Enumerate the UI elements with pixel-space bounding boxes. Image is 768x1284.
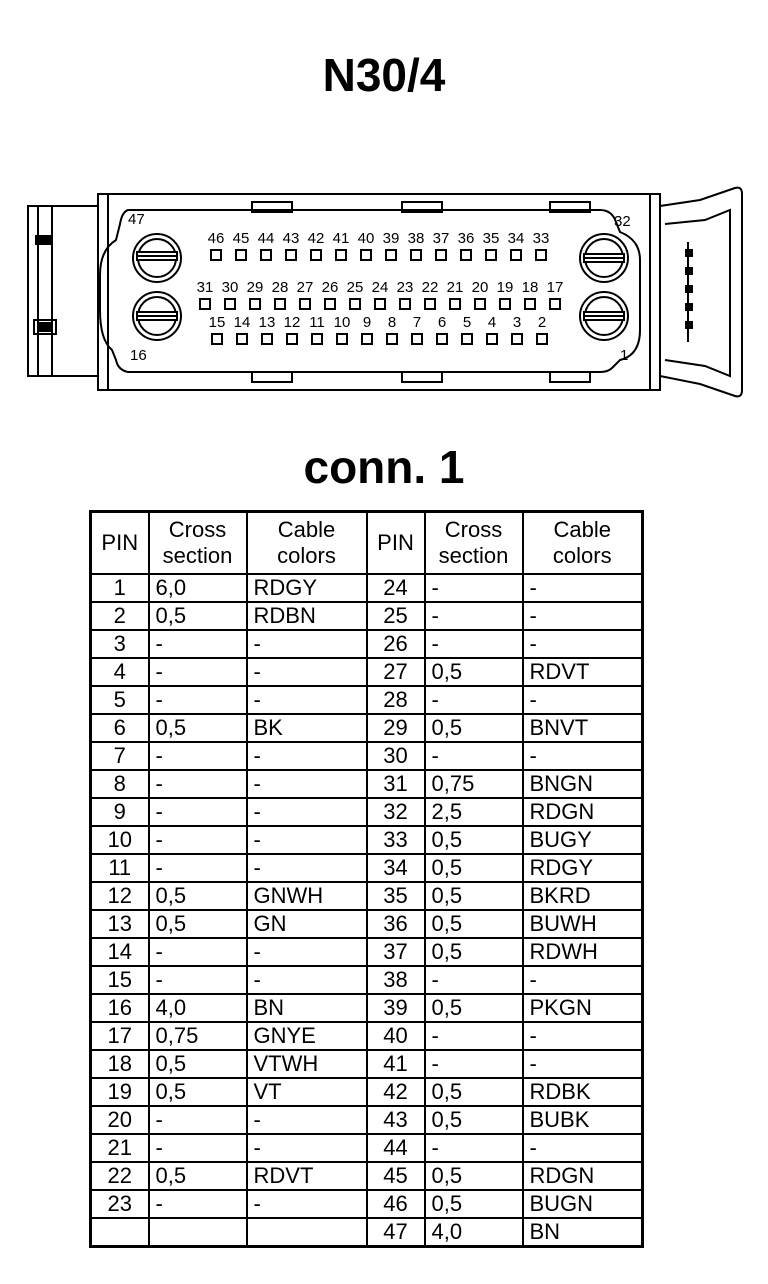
- cross-section-cell: 0,5: [149, 1078, 247, 1106]
- pin-socket: [525, 299, 535, 309]
- corner-label-top-left: 47: [128, 211, 145, 228]
- cross-section-cell: 4,0: [425, 1218, 523, 1247]
- cable-color-cell: -: [247, 742, 367, 770]
- bottom-row-pin-label: 15: [208, 314, 226, 331]
- table-row: [91, 938, 643, 966]
- middle-row-pin-label: 24: [371, 279, 389, 296]
- cross-section-cell: 0,5: [149, 1050, 247, 1078]
- pin-socket: [287, 334, 297, 344]
- pin-cell: 47: [367, 1218, 425, 1247]
- cross-section-cell: 0,5: [425, 994, 523, 1022]
- cable-color-cell: -: [247, 1106, 367, 1134]
- cable-color-cell: RDBN: [247, 602, 367, 630]
- pin-socket: [350, 299, 360, 309]
- top-row-pin-label: 41: [332, 230, 350, 247]
- pin-socket: [550, 299, 560, 309]
- cable-color-cell: RDVT: [247, 1162, 367, 1190]
- pin-socket: [387, 334, 397, 344]
- cross-section-cell: 0,75: [149, 1022, 247, 1050]
- cable-color-cell: -: [247, 938, 367, 966]
- top-row-pin-label: 46: [207, 230, 225, 247]
- table-row: [91, 1190, 643, 1218]
- table-row: [91, 882, 643, 910]
- table-row: [91, 742, 643, 770]
- pin-socket: [225, 299, 235, 309]
- pin-socket: [237, 334, 247, 344]
- pin-socket: [212, 334, 222, 344]
- pin-cell: 11: [91, 854, 149, 882]
- cable-color-cell: RDWH: [523, 938, 643, 966]
- header-pin-2: PIN: [367, 512, 425, 575]
- table-row: [91, 1050, 643, 1078]
- cross-section-cell: 0,5: [425, 658, 523, 686]
- pin-cell: 9: [91, 798, 149, 826]
- header-cable-colors: Cable colors: [247, 512, 367, 575]
- pin-socket: [486, 250, 496, 260]
- pin-cell: 46: [367, 1190, 425, 1218]
- pin-socket: [400, 299, 410, 309]
- cross-section-cell: 0,5: [149, 602, 247, 630]
- table-row: [91, 574, 643, 602]
- cable-color-cell: RDVT: [523, 658, 643, 686]
- table-row: [91, 1162, 643, 1190]
- middle-row-pin-label: 19: [496, 279, 514, 296]
- top-row-pin-label: 36: [457, 230, 475, 247]
- cable-color-cell: VT: [247, 1078, 367, 1106]
- pin-cell: 38: [367, 966, 425, 994]
- cross-section-cell: -: [149, 826, 247, 854]
- pin-cell: 4: [91, 658, 149, 686]
- pinout-table: [89, 510, 644, 1248]
- pin-cell: 15: [91, 966, 149, 994]
- cross-section-cell: -: [425, 1134, 523, 1162]
- header-cable-colors-2: Cable colors: [523, 512, 643, 575]
- cross-section-cell: -: [425, 1022, 523, 1050]
- pin-socket: [536, 250, 546, 260]
- cable-color-cell: -: [523, 966, 643, 994]
- cross-section-cell: -: [149, 658, 247, 686]
- pin-cell: 30: [367, 742, 425, 770]
- cross-section-cell: -: [149, 1106, 247, 1134]
- connector-title: conn. 1: [303, 441, 465, 493]
- pin-cell: 12: [91, 882, 149, 910]
- cable-color-cell: -: [523, 686, 643, 714]
- pin-cell: 19: [91, 1078, 149, 1106]
- table-row: [91, 1022, 643, 1050]
- pin-socket: [437, 334, 447, 344]
- top-row-pin-label: 44: [257, 230, 275, 247]
- pin-cell: 27: [367, 658, 425, 686]
- cable-color-cell: BK: [247, 714, 367, 742]
- pin-cell: 23: [91, 1190, 149, 1218]
- corner-label-bottom-right: 1: [620, 347, 629, 364]
- pin-socket: [450, 299, 460, 309]
- pin-cell: 33: [367, 826, 425, 854]
- cable-color-cell: VTWH: [247, 1050, 367, 1078]
- header-pin: PIN: [91, 512, 149, 575]
- header-cross-section: Cross section: [149, 512, 247, 575]
- cross-section-cell: -: [425, 630, 523, 658]
- cross-section-cell: -: [149, 938, 247, 966]
- cable-color-cell: -: [247, 658, 367, 686]
- cross-section-cell: -: [149, 742, 247, 770]
- cable-color-cell: -: [523, 1022, 643, 1050]
- pin-cell: 3: [91, 630, 149, 658]
- middle-row-pin-label: 26: [321, 279, 339, 296]
- pin-socket: [375, 299, 385, 309]
- bottom-row-pin-label: 5: [462, 314, 472, 331]
- table-row: [91, 1218, 643, 1247]
- pin-socket: [262, 334, 272, 344]
- cable-color-cell: -: [247, 854, 367, 882]
- pin-socket: [511, 250, 521, 260]
- pin-cell: 37: [367, 938, 425, 966]
- cable-color-cell: PKGN: [523, 994, 643, 1022]
- top-row-pin-label: 34: [507, 230, 525, 247]
- corner-label-top-right: 32: [614, 213, 631, 230]
- pin-cell: 35: [367, 882, 425, 910]
- pin-cell: 40: [367, 1022, 425, 1050]
- pin-cell: 34: [367, 854, 425, 882]
- cross-section-cell: 0,5: [425, 882, 523, 910]
- table-row: [91, 1078, 643, 1106]
- pin-cell: 39: [367, 994, 425, 1022]
- pin-socket: [200, 299, 210, 309]
- middle-row-pin-label: 22: [421, 279, 439, 296]
- pin-cell: 22: [91, 1162, 149, 1190]
- table-row: [91, 658, 643, 686]
- pin-socket: [362, 334, 372, 344]
- pin-cell: 13: [91, 910, 149, 938]
- pin-socket: [462, 334, 472, 344]
- pin-cell: 41: [367, 1050, 425, 1078]
- cross-section-cell: -: [149, 630, 247, 658]
- top-row-pin-label: 35: [482, 230, 500, 247]
- pin-socket: [336, 250, 346, 260]
- pin-socket: [461, 250, 471, 260]
- pin-socket: [386, 250, 396, 260]
- top-row-pin-label: 37: [432, 230, 450, 247]
- cable-color-cell: BKRD: [523, 882, 643, 910]
- cable-color-cell: -: [247, 770, 367, 798]
- cross-section-cell: 0,5: [149, 1162, 247, 1190]
- middle-row-pin-label: 18: [521, 279, 539, 296]
- table-row: [91, 854, 643, 882]
- corner-label-bottom-left: 16: [130, 347, 147, 364]
- pin-socket: [425, 299, 435, 309]
- cable-color-cell: -: [247, 686, 367, 714]
- pin-cell: 18: [91, 1050, 149, 1078]
- top-row-pin-label: 39: [382, 230, 400, 247]
- middle-row-pin-label: 20: [471, 279, 489, 296]
- cable-color-cell: RDGY: [247, 574, 367, 602]
- pin-cell: 16: [91, 994, 149, 1022]
- middle-row-pin-label: 23: [396, 279, 414, 296]
- pin-cell: [91, 1218, 149, 1247]
- cable-color-cell: -: [523, 574, 643, 602]
- top-row-pin-label: 42: [307, 230, 325, 247]
- top-row-pin-label: 40: [357, 230, 375, 247]
- middle-row-pin-label: 21: [446, 279, 464, 296]
- pin-cell: 31: [367, 770, 425, 798]
- cross-section-cell: -: [425, 602, 523, 630]
- bottom-row-pin-label: 2: [537, 314, 547, 331]
- middle-row-pin-label: 31: [196, 279, 214, 296]
- pin-socket: [325, 299, 335, 309]
- cross-section-cell: -: [149, 770, 247, 798]
- cross-section-cell: -: [425, 686, 523, 714]
- table-row: [91, 770, 643, 798]
- table-body: [91, 574, 643, 1247]
- pin-cell: 6: [91, 714, 149, 742]
- pin-cell: 44: [367, 1134, 425, 1162]
- cable-color-cell: BNGN: [523, 770, 643, 798]
- cable-color-cell: BUBK: [523, 1106, 643, 1134]
- pin-socket: [512, 334, 522, 344]
- bottom-row-pin-label: 7: [412, 314, 422, 331]
- pin-cell: 42: [367, 1078, 425, 1106]
- table-row: [91, 798, 643, 826]
- pin-socket: [337, 334, 347, 344]
- pin-cell: 43: [367, 1106, 425, 1134]
- cross-section-cell: -: [149, 798, 247, 826]
- cable-color-cell: -: [523, 1134, 643, 1162]
- cable-color-cell: -: [523, 742, 643, 770]
- cross-section-cell: 4,0: [149, 994, 247, 1022]
- bottom-row-pin-label: 12: [283, 314, 301, 331]
- pin-socket: [286, 250, 296, 260]
- cross-section-cell: 0,5: [149, 714, 247, 742]
- cross-section-cell: 0,5: [149, 882, 247, 910]
- bottom-row-pin-label: 4: [487, 314, 497, 331]
- pin-cell: 28: [367, 686, 425, 714]
- pin-cell: 26: [367, 630, 425, 658]
- middle-row-pin-label: 17: [546, 279, 564, 296]
- pin-cell: 21: [91, 1134, 149, 1162]
- cross-section-cell: 0,5: [425, 1190, 523, 1218]
- cable-color-cell: BNVT: [523, 714, 643, 742]
- bottom-row-pin-label: 11: [309, 314, 325, 331]
- bottom-row-pin-label: 13: [258, 314, 276, 331]
- cross-section-cell: 6,0: [149, 574, 247, 602]
- pin-socket: [475, 299, 485, 309]
- cross-section-cell: 2,5: [425, 798, 523, 826]
- pin-cell: 1: [91, 574, 149, 602]
- pin-cell: 25: [367, 602, 425, 630]
- cable-color-cell: BUGY: [523, 826, 643, 854]
- pin-socket: [275, 299, 285, 309]
- cross-section-cell: 0,5: [425, 1106, 523, 1134]
- cross-section-cell: 0,75: [425, 770, 523, 798]
- pin-cell: 2: [91, 602, 149, 630]
- cross-section-cell: -: [425, 1050, 523, 1078]
- header-cross-section-2: Cross section: [425, 512, 523, 575]
- table-row: [91, 1134, 643, 1162]
- table-row: [91, 714, 643, 742]
- pin-socket: [211, 250, 221, 260]
- cross-section-cell: -: [149, 686, 247, 714]
- table-header-row: [91, 512, 643, 575]
- cable-color-cell: RDBK: [523, 1078, 643, 1106]
- bottom-row-pin-label: 8: [387, 314, 397, 331]
- cross-section-cell: 0,5: [425, 1162, 523, 1190]
- cross-section-cell: 0,5: [425, 854, 523, 882]
- pin-cell: 14: [91, 938, 149, 966]
- pin-socket: [411, 250, 421, 260]
- pin-cell: 5: [91, 686, 149, 714]
- pin-socket: [250, 299, 260, 309]
- cable-color-cell: -: [247, 1190, 367, 1218]
- cross-section-cell: -: [149, 1134, 247, 1162]
- bottom-row-pin-label: 9: [362, 314, 372, 331]
- pin-grid: [197, 230, 564, 344]
- cross-section-cell: -: [149, 1190, 247, 1218]
- bottom-row-pin-label: 10: [333, 314, 351, 331]
- pin-cell: 10: [91, 826, 149, 854]
- pin-cell: 29: [367, 714, 425, 742]
- pin-cell: 36: [367, 910, 425, 938]
- cable-color-cell: GNYE: [247, 1022, 367, 1050]
- cable-color-cell: RDGN: [523, 1162, 643, 1190]
- pin-socket: [311, 250, 321, 260]
- cable-color-cell: -: [247, 826, 367, 854]
- pin-socket: [412, 334, 422, 344]
- pin-cell: 32: [367, 798, 425, 826]
- cross-section-cell: 0,5: [425, 938, 523, 966]
- middle-row-pin-label: 27: [296, 279, 314, 296]
- pin-cell: 24: [367, 574, 425, 602]
- cable-color-cell: BUWH: [523, 910, 643, 938]
- pin-cell: 17: [91, 1022, 149, 1050]
- middle-row-pin-label: 29: [246, 279, 264, 296]
- connector-diagram: [0, 180, 768, 410]
- pin-socket: [500, 299, 510, 309]
- cable-color-cell: -: [523, 1050, 643, 1078]
- table-row: [91, 910, 643, 938]
- bottom-row-pin-label: 6: [437, 314, 447, 331]
- page-title: N30/4: [322, 49, 446, 101]
- top-row-pin-label: 45: [232, 230, 250, 247]
- pin-socket: [261, 250, 271, 260]
- cable-color-cell: GN: [247, 910, 367, 938]
- pin-cell: 7: [91, 742, 149, 770]
- cable-color-cell: -: [523, 602, 643, 630]
- pin-socket: [300, 299, 310, 309]
- pin-socket: [487, 334, 497, 344]
- bottom-row-pin-label: 3: [512, 314, 522, 331]
- table-row: [91, 686, 643, 714]
- cable-color-cell: -: [247, 630, 367, 658]
- cross-section-cell: 0,5: [149, 910, 247, 938]
- middle-row-pin-label: 30: [221, 279, 239, 296]
- cross-section-cell: 0,5: [425, 910, 523, 938]
- table-row: [91, 602, 643, 630]
- bottom-row-pin-label: 14: [233, 314, 251, 331]
- pin-cell: 20: [91, 1106, 149, 1134]
- cable-color-cell: GNWH: [247, 882, 367, 910]
- table-row: [91, 994, 643, 1022]
- table-row: [91, 1106, 643, 1134]
- pin-socket: [312, 334, 322, 344]
- cross-section-cell: -: [425, 574, 523, 602]
- middle-row-pin-label: 25: [346, 279, 364, 296]
- pin-socket: [361, 250, 371, 260]
- cable-color-cell: BN: [247, 994, 367, 1022]
- pin-socket: [537, 334, 547, 344]
- cable-color-cell: -: [247, 798, 367, 826]
- middle-row-pin-label: 28: [271, 279, 289, 296]
- cross-section-cell: 0,5: [425, 714, 523, 742]
- pin-socket: [436, 250, 446, 260]
- cable-color-cell: BUGN: [523, 1190, 643, 1218]
- cable-color-cell: -: [247, 1134, 367, 1162]
- cable-color-cell: -: [247, 966, 367, 994]
- cable-color-cell: RDGN: [523, 798, 643, 826]
- cross-section-cell: [149, 1218, 247, 1247]
- cable-color-cell: RDGY: [523, 854, 643, 882]
- cable-color-cell: [247, 1218, 367, 1247]
- cross-section-cell: 0,5: [425, 1078, 523, 1106]
- cross-section-cell: -: [149, 966, 247, 994]
- table-row: [91, 966, 643, 994]
- top-row-pin-label: 38: [407, 230, 425, 247]
- table-row: [91, 630, 643, 658]
- top-row-pin-label: 33: [532, 230, 550, 247]
- cross-section-cell: -: [425, 966, 523, 994]
- cross-section-cell: -: [149, 854, 247, 882]
- pin-socket: [236, 250, 246, 260]
- cross-section-cell: -: [425, 742, 523, 770]
- table-row: [91, 826, 643, 854]
- pin-cell: 45: [367, 1162, 425, 1190]
- cable-color-cell: -: [523, 630, 643, 658]
- cross-section-cell: 0,5: [425, 826, 523, 854]
- top-row-pin-label: 43: [282, 230, 300, 247]
- cable-color-cell: BN: [523, 1218, 643, 1247]
- pin-cell: 8: [91, 770, 149, 798]
